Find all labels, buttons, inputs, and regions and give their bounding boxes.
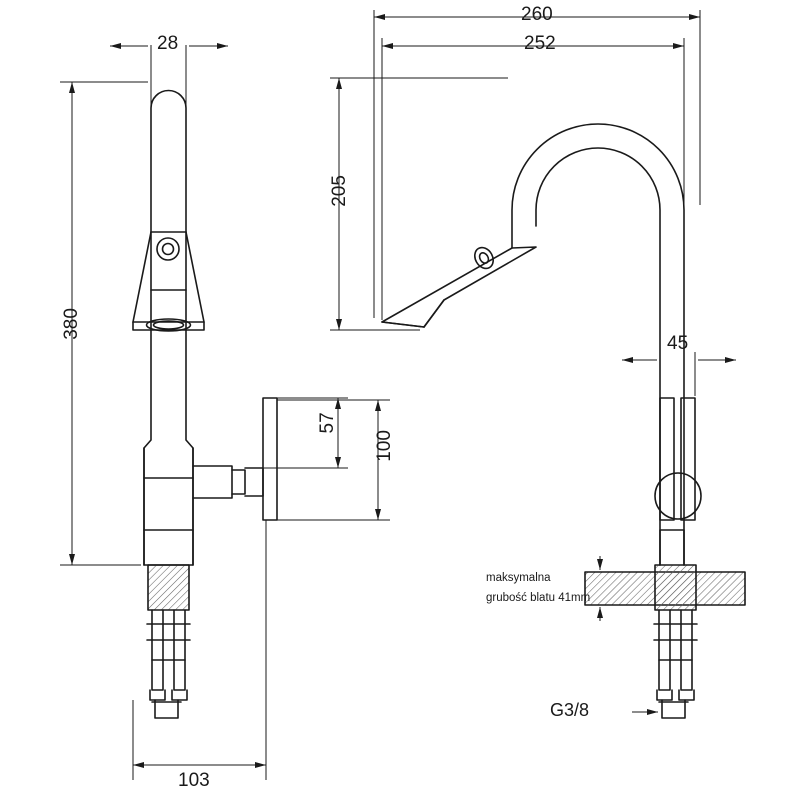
- dimension-lever-small: 57: [317, 412, 339, 434]
- label-thread-size: G3/8: [550, 700, 590, 720]
- dimension-reach-inner: 252: [524, 33, 556, 54]
- note-counter-thickness-line2: grubość blatu 41mm: [486, 592, 591, 604]
- dimension-reach-outer: 260: [521, 4, 553, 25]
- dimension-lever-large: 100: [374, 430, 396, 462]
- note-counter-thickness-line1: maksymalna: [486, 572, 551, 584]
- dimension-base-width: 103: [178, 770, 210, 791]
- dimension-spout-height: 205: [329, 175, 351, 207]
- dimension-handle-offset: 45: [667, 333, 689, 354]
- dimension-spout-width-top: 28: [157, 33, 179, 54]
- dimension-total-height: 380: [61, 308, 83, 340]
